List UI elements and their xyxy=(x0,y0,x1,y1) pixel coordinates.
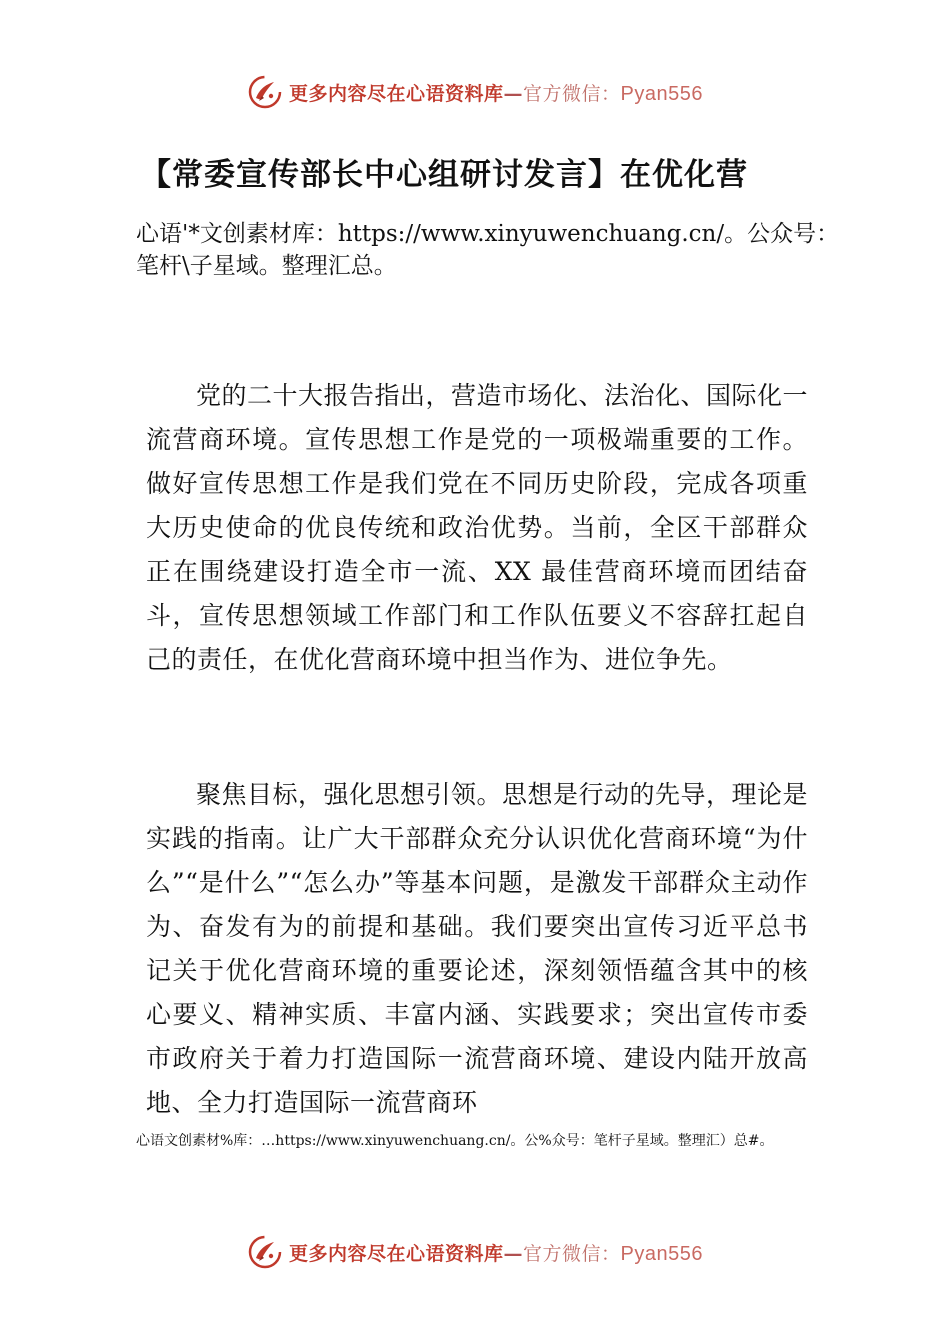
brush-logo-icon xyxy=(247,1234,283,1270)
document-title: 【常委宣传部长中心组研讨发言】在优化营 xyxy=(140,157,748,193)
banner-main-text: 更多内容尽在心语资料库 xyxy=(289,82,504,105)
body-paragraph-1: 党的二十大报告指出，营造市场化、法治化、国际化一流营商环境。宣传思想工作是党的一项极端重要的工作。做好宣传思想工作是我们党在不同历史阶段，完成各项重大历史使命的优良传统和政治优势。当前，全区干部群众正在围绕建设打造全市一流、XX 最佳营商环境而团结奋斗，宣传思想领域工作部门和工作队伍要义不容辞扛起自己的责任，在优化营商环境中担当作为、进位争先。 xyxy=(146,381,809,674)
brush-logo-icon xyxy=(247,74,283,110)
banner-wechat-label: 官方微信： xyxy=(523,82,621,105)
banner-separator: — xyxy=(503,82,524,105)
body-paragraph-2: 聚焦目标，强化思想引领。思想是行动的先导，理论是实践的指南。让广大干部群众充分认识优化营商环境“为什么”“是什么”“怎么办”等基本问题，是激发干部群众主动作为、奋发有为的前提和基础。我们要突出宣传习近平总书记关于优化营商环境的重要论述，深刻领悟蕴含其中的核心要义、精神实质、丰富内涵、实践要求；突出宣传市委市政府关于着力打造国际一流营商环境、建设内陆开放高地、全力打造国际一流营商环 xyxy=(146,780,808,1117)
banner-wechat-id: Pyan556 xyxy=(620,1242,703,1265)
banner-main-text: 更多内容尽在心语资料库 xyxy=(289,1242,504,1265)
footer-banner[interactable] xyxy=(0,1228,950,1276)
banner-separator: — xyxy=(503,1242,524,1265)
banner-wechat-id: Pyan556 xyxy=(620,82,703,105)
header-banner[interactable] xyxy=(0,68,950,116)
source-note: 心语'*文创素材库：https://www.xinyuwenchuang.cn/。公众号：笔杆\子星域。整理汇总。 xyxy=(136,221,840,279)
banner-wechat-label: 官方微信： xyxy=(523,1242,621,1265)
footer-note: 心语文创素材%库：…https://www.xinyuwenchuang.cn/。公%众号：笔杆子星域。整理汇）总#。 xyxy=(136,1133,774,1149)
